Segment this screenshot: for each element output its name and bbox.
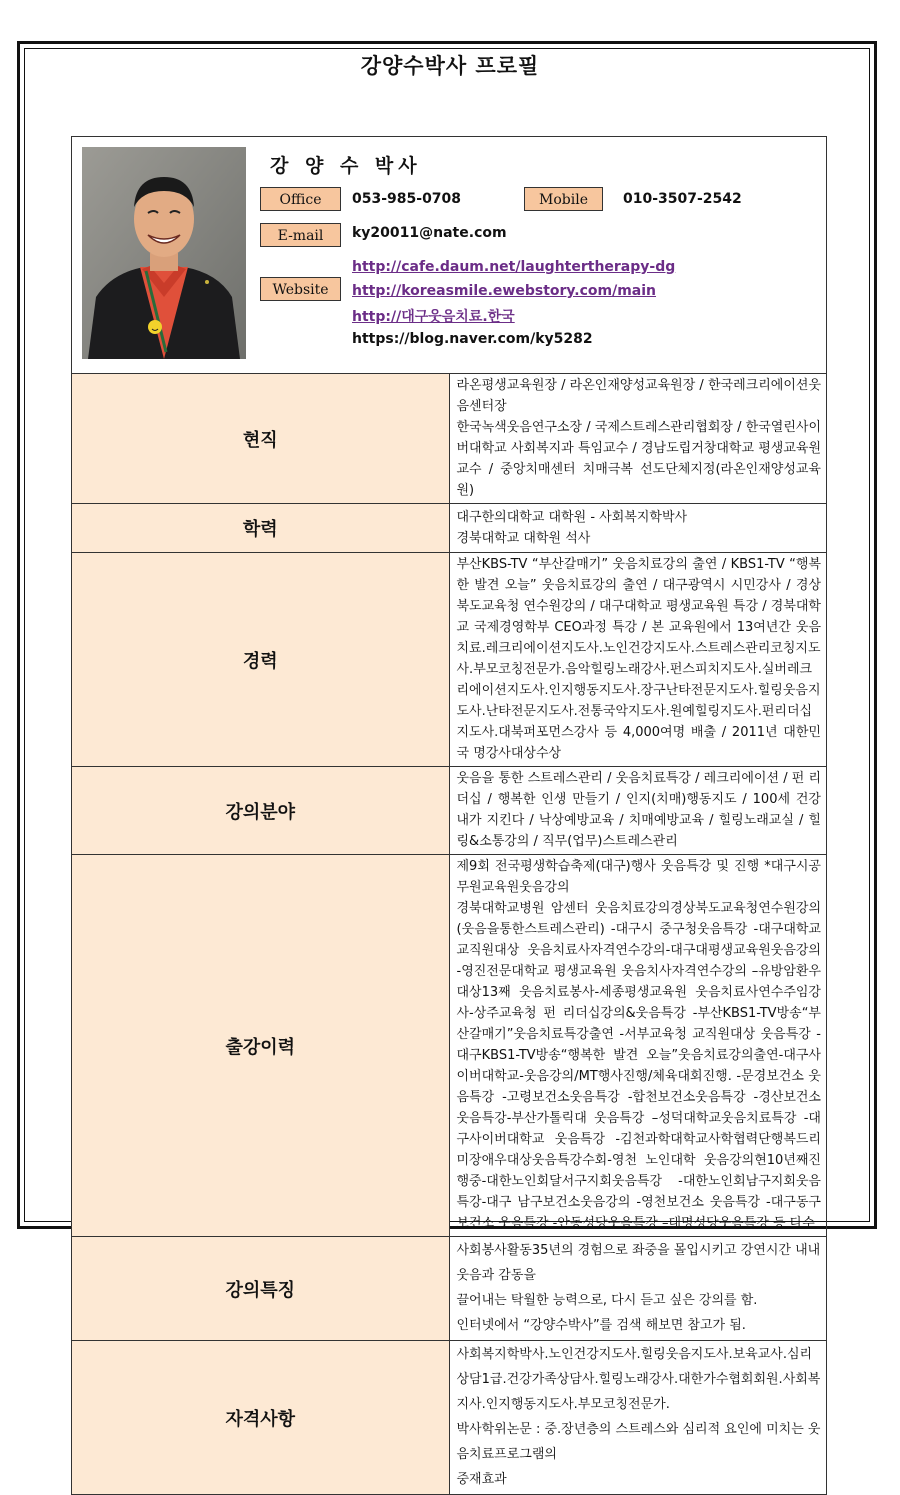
section-label-education: 학력 (72, 504, 450, 553)
person-name: 강 양 수 박사 (270, 155, 422, 177)
website-link-korean-domain[interactable]: http://대구웃음치료.한국 (352, 309, 515, 325)
section-paragraph: 제9회 전국평생학습축제(대구)행사 웃음특강 및 진행 *대구시공무원교육원웃음강의 (456, 859, 821, 895)
mobile-phone: 010-3507-2542 (623, 191, 742, 207)
section-paragraph: 경북대학교 대학원 석사 (456, 530, 591, 546)
mobile-label: Mobile (524, 187, 603, 211)
section-paragraph: 인터넷에서 “강양수박사”를 검색 해보면 참고가 됨. (456, 1318, 746, 1333)
section-row-education (72, 504, 827, 553)
profile-header (72, 137, 827, 374)
section-paragraph: 사회복지학박사.노인건강지도사.힐링웃음지도사.보육교사.심리상담1급.건강가족상담사.힐링노래강사.대한가수협회회원.사회복지사.인지행동지도사.부모코칭전문가. (456, 1347, 821, 1412)
section-label-qualifications: 자격사항 (72, 1341, 450, 1495)
section-content-education (449, 504, 827, 553)
section-paragraph: 중재효과 (456, 1472, 507, 1487)
section-row-lecture-history (72, 855, 827, 1237)
email-label: E-mail (260, 223, 341, 247)
section-content-lecture-history (449, 855, 827, 1237)
profile-table (71, 136, 827, 1495)
email-address[interactable]: ky20011@nate.com (352, 225, 507, 241)
section-label-lecture-history: 출강이력 (72, 855, 450, 1237)
section-content-current-position (449, 374, 827, 504)
website-label: Website (260, 277, 341, 301)
section-paragraph: 라온평생교육원장 / 라온인재양성교육원장 / 한국레크리에이션웃음센터장 (456, 378, 821, 414)
section-paragraph: 박사학위논문 : 중.장년층의 스트레스와 심리적 요인에 미치는 웃음치료프로그램의 (456, 1422, 821, 1462)
document-title: 강양수박사 프로필 (360, 54, 540, 78)
section-row-lecture-fields (72, 767, 827, 855)
section-content-lecture-features (449, 1237, 827, 1341)
website-link-daum-cafe[interactable]: http://cafe.daum.net/laughtertherapy-dg (352, 259, 676, 275)
section-paragraph: 대구한의대학교 대학원 - 사회복지학박사 (456, 509, 688, 525)
section-paragraph: 부산KBS-TV “부산갈매기” 웃음치료강의 출연 / KBS1-TV “행복한 발견 오늘” 웃음치료강의 출연 / 대구광역시 시민강사 / 경상북도교육청 연수원강의 / 대구대학교 평생교육원 특강 / 경북대학교 국제경영학부 CEO과정 특강 / 본 교육원에서 13여년간 웃음치료.레크리에이션지도사.노인건강지도사.스트레스관리코칭지도사.부모코칭전문가.음악힐링노래강사.펀스피치지도사.실버레크리에이션지도사.인지행동지도사.장구난타전문지도사.힐링웃음지도사.난타전문지도사.전통국악지도사.원예힐링지도사.펀리더십지도사.대북퍼포먼스강사 등 4,000여명 배출 / 2011년 대한민국 명강사대상수상 (456, 557, 821, 761)
section-row-career (72, 553, 827, 767)
person-photo-illustration (82, 147, 246, 359)
office-label: Office (260, 187, 341, 211)
section-label-current-position: 현직 (72, 374, 450, 504)
website-naver-blog[interactable]: https://blog.naver.com/ky5282 (352, 331, 593, 347)
section-label-lecture-fields: 강의분야 (72, 767, 450, 855)
section-paragraph: 경북대학교병원 암센터 웃음치료강의경상북도교육청연수원강의(웃음을통한스트레스관리) -대구시 중구청웃음특강 -대구대학교 교직원대상 웃음치료사자격연수강의-대구대평생교육원웃음강의 -영진전문대학교 평생교육원 웃음치사자격연수강의 –유방암환우대상13째 웃음치료봉사-세종평생교육원 웃음치료사연수주임강사-상주교육청 펀 리더십강의&웃음특강 -부산KBS1-TV방송“부산갈매기”웃음치료특강출연 -서부교육청 교직원대상 웃음특강 -대구KBS1-TV방송“행복한 발견 오늘”웃음치료강의출연-대구사이버대학교-웃음강의/MT행사진행/체육대회진행. -문경보건소 웃음특강 -고령보건소웃음특강 -합천보건소웃음특강 -경산보건소웃음특강-부산가톨릭대 웃음특강 –성덕대학교웃음치료특강 -대구사이버대학교 웃음특강 -김천과학대학교사학협력단행복드리미장애우대상웃음특강수회-영천 노인대학 웃음강의현10년째진행중-대한노인회달서구지회웃음특강 -대한노인회남구지회웃음특강-대구 남구보건소웃음강의 -영천보건소 웃음특강 -대구동구보건소 웃음특강 -안동성당웃음특강 –대명성당웃음특강 등 다수 (456, 901, 821, 1231)
section-paragraph: 웃음을 통한 스트레스관리 / 웃음치료특강 / 레크리에이션 / 펀 리더십 / 행복한 인생 만들기 / 인지(치매)행동지도 / 100세 건강 내가 지킨다 / 낙상예방교육 / 치매예방교육 / 힐링노래교실 / 힐링&소통강의 / 직무(업무)스트레스관리 (456, 771, 821, 849)
section-paragraph: 한국녹색웃음연구소장 / 국제스트레스관리협회장 / 한국열린사이버대학교 사회복지과 특임교수 / 경남도립거창대학교 평생교육원 교수 / 중앙치매센터 치매극복 선도단체지정(라온인재양성교육원) (456, 420, 821, 498)
profile-header-row (72, 137, 827, 374)
section-content-lecture-fields (449, 767, 827, 855)
section-label-lecture-features: 강의특징 (72, 1237, 450, 1341)
website-link-koreasmile[interactable]: http://koreasmile.ewebstory.com/main (352, 283, 657, 299)
section-paragraph: 끌어내는 탁월한 능력으로, 다시 듣고 싶은 강의를 함. (456, 1293, 758, 1308)
section-row-qualifications (72, 1341, 827, 1495)
section-row-current-position (72, 374, 827, 504)
office-phone: 053-985-0708 (352, 191, 462, 207)
section-label-career: 경력 (72, 553, 450, 767)
section-content-career (449, 553, 827, 767)
profile-photo (82, 147, 246, 359)
section-content-qualifications (449, 1341, 827, 1495)
section-row-lecture-features (72, 1237, 827, 1341)
section-paragraph: 사회봉사활동35년의 경험으로 좌중을 몰입시키고 강연시간 내내 웃음과 감동을 (456, 1243, 821, 1283)
